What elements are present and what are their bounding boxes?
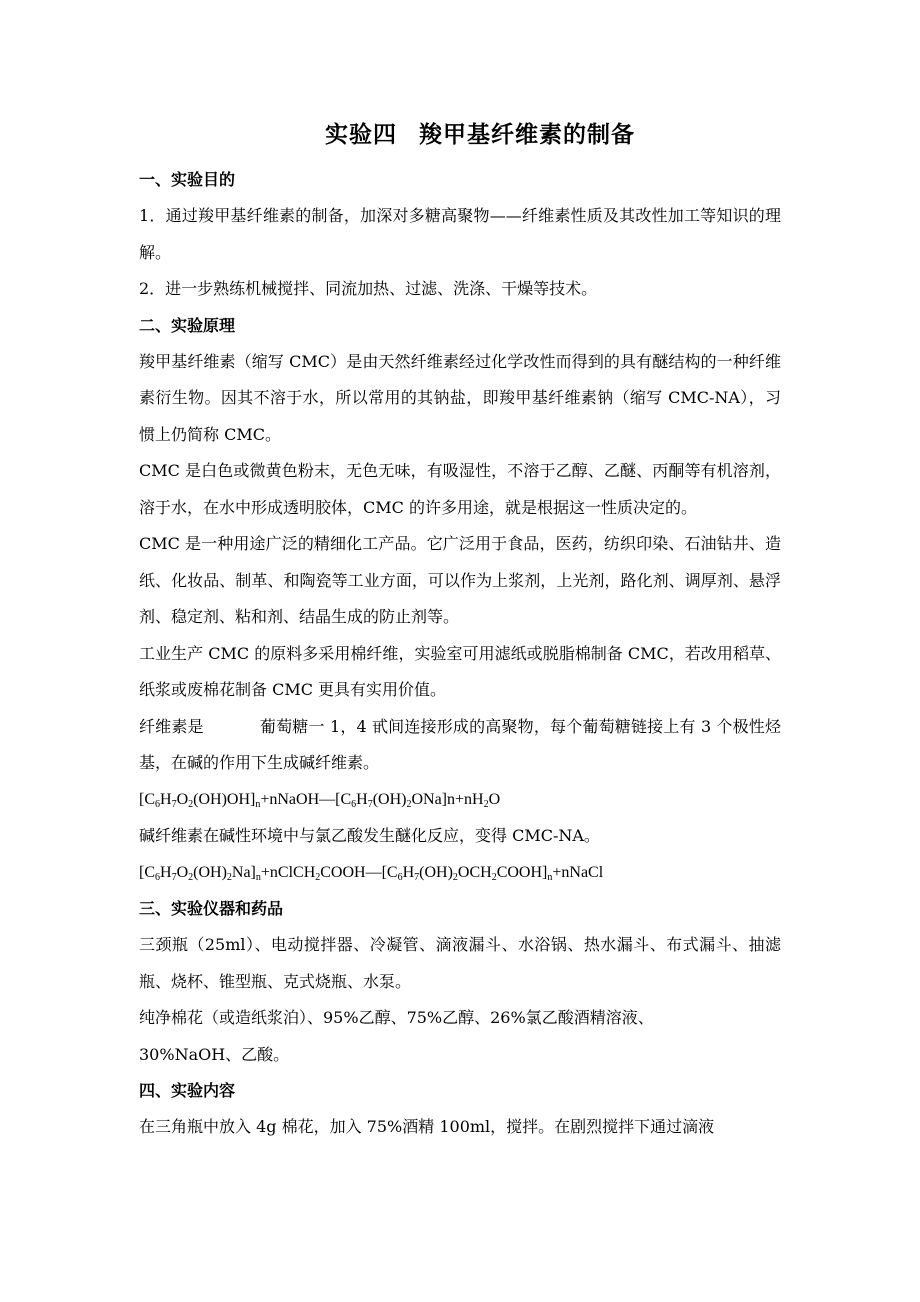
f2-u: COOH] [496,863,548,881]
reagent-list-line-2: 30%NaOH、乙酸。 [139,1044,290,1064]
f1-g: (OH)OH] [193,790,256,808]
f2-k: +nClCH [260,863,316,881]
f2-j: n [255,871,261,883]
procedure-paragraph-1: 在三角瓶中放入 4g 棉花，加入 75%酒精 100ml，搅拌。在剧烈搅拌下通过滴液 [139,1117,715,1136]
f1-p: 2 [483,798,489,810]
f1-m: (OH) [372,790,407,808]
principle-paragraph-3: CMC 是一种用途广泛的精细化工产品。它广泛用于食品，医药，纺织印染、石油钻井、造纸、化妆品、制革、和陶瓷等工业方面，可以作为上浆剂，上光剂，路化剂、调厚剂、悬浮剂、稳定剂、粘和剂、结晶生成的防止剂等。 [139,534,781,626]
f2-t: 2 [491,871,497,883]
f2-e: O [176,863,189,881]
reaction-equation-1 [139,782,781,819]
title-part-1: 实验四 [325,122,397,148]
f2-h: 2 [226,871,232,883]
principle-paragraph-2: CMC 是白色或微黄色粉末，无色无味，有吸湿性，不溶于乙醇、乙醚、丙酮等有机溶剂，溶于水，在水中形成透明胶体，CMC 的许多用途，就是根据这一性质决定的。 [139,461,781,517]
f1-i: +nNaOH—[C [260,790,352,808]
f2-a: [C [139,863,155,881]
f2-b: 6 [155,871,160,883]
f1-o: ONa]n+nH [411,790,484,808]
f1-e: O [176,790,189,808]
title-part-2: 羧甲基纤维素的制备 [419,122,635,148]
f2-s: OCH [457,863,492,881]
f1-n: 2 [406,798,412,810]
principle-paragraph-6: 碱纤维素在碱性环境中与氯乙酸发生醚化反应，变得 CMC-NA。 [139,826,600,845]
f1-c: H [160,790,172,808]
paragraph-5-rest: 葡萄糖一 1，4 甙间连接形成的高聚物，每个葡萄糖链接上有 3 个极性烃基，在碱的作用下生成碱纤维素。 [139,716,781,772]
document-page [139,118,781,1146]
f2-p: 7 [414,871,420,883]
f2-m: COOH—[C [320,863,398,881]
f1-a: [C [139,790,155,808]
f2-v: n [547,871,553,883]
f1-b: 6 [155,798,160,810]
f2-w: +nNaCl [552,863,604,881]
f1-j: 6 [351,798,357,810]
f2-r: 2 [452,871,458,883]
section-heading-equipment: 三、实验仪器和药品 [139,899,284,918]
paragraph-5-lead: 纤维素是 [139,716,204,736]
f1-k: H [356,790,368,808]
f2-c: H [160,863,172,881]
f2-l: 2 [315,871,321,883]
f1-q: O [488,790,501,808]
f2-i: Na] [231,863,256,881]
f2-o: H [402,863,415,881]
section-heading-procedure: 四、实验内容 [139,1081,236,1100]
f1-l: 7 [367,798,373,810]
principle-paragraph-4: 工业生产 CMC 的原料多采用棉纤维，实验室可用滤纸或脱脂棉制备 CMC，若改用稻草、纸浆或废棉花制备 CMC 更具有实用价值。 [139,643,781,699]
section-heading-purpose: 一、实验目的 [139,170,236,189]
equipment-list: 三颈瓶（25ml）、电动搅拌器、冷凝管、滴液漏斗、水浴锅、热水漏斗、布式漏斗、抽滤瓶、烧杯、锥型瓶、克式烧瓶、水泵。 [139,935,781,991]
reaction-equation-2 [139,855,781,892]
f1-d: 7 [171,798,177,810]
f2-g: (OH) [193,863,227,881]
document-title [139,118,781,152]
purpose-item-2: 2．进一步熟练机械搅拌、同流加热、过滤、洗涤、干燥等技术。 [139,279,598,298]
f2-d: 7 [171,871,177,883]
f2-f: 2 [188,871,194,883]
reagent-list-line-1: 纯净棉花（或造纸浆泊）、95%乙醇、75%乙醇、26%氯乙酸酒精溶液、 [139,1008,654,1027]
principle-paragraph-1: 羧甲基纤维素（缩写 CMC）是由天然纤维素经过化学改性而得到的具有醚结构的一种纤维素衍生物。因其不溶于水，所以常用的其钠盐，即羧甲基纤维素钠（缩写 CMC-NA），习惯上仍简称 CMC。 [139,351,781,444]
f2-q: (OH) [419,863,453,881]
purpose-item-1: 1．通过羧甲基纤维素的制备，加深对多糖高聚物——纤维素性质及其改性加工等知识的理解。 [139,206,781,262]
section-heading-principle: 二、实验原理 [139,315,236,335]
principle-paragraph-5 [139,709,781,782]
f1-h: n [255,798,261,810]
f2-n: 6 [397,871,403,883]
f1-f: 2 [188,798,194,810]
